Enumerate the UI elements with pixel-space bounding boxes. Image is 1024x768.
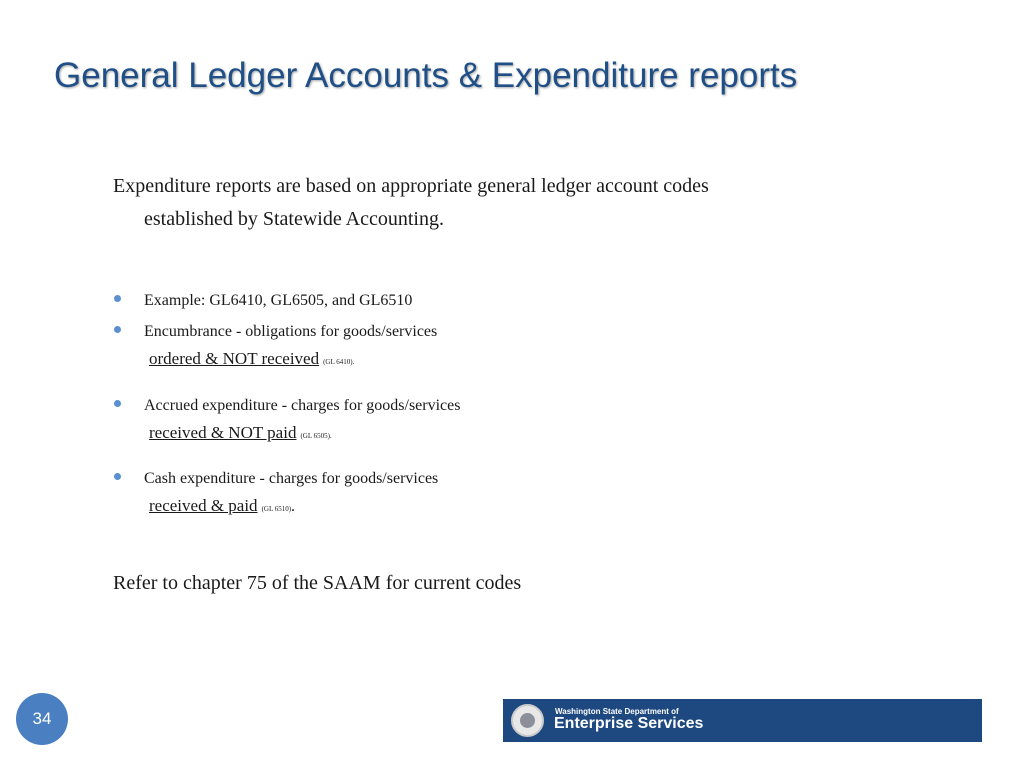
bullet-dot-icon (114, 295, 121, 302)
logo-department-text: Washington State Department of (555, 707, 679, 716)
enterprise-services-logo (503, 699, 982, 742)
bullet-item-example (113, 287, 412, 314)
bullet-item-encumbrance (113, 318, 437, 376)
refer-note: Refer to chapter 75 of the SAAM for current codes (113, 572, 522, 594)
bullet-dot-icon (114, 400, 121, 407)
page-number-badge: 34 (16, 693, 68, 745)
intro-paragraph (113, 170, 913, 236)
bullet-text: Cash expenditure - charges for goods/services (144, 470, 439, 487)
bullet-item-cash (113, 465, 438, 523)
trailing-period: . (291, 498, 296, 515)
underlined-status: received & NOT paid (149, 423, 297, 442)
bullet-subline (149, 492, 438, 523)
underlined-status: ordered & NOT received (149, 349, 320, 368)
gl-code-note: (GL 6410). (323, 358, 355, 366)
bullet-text: Encumbrance - obligations for goods/services (144, 323, 438, 340)
bullet-subline (149, 345, 437, 376)
intro-line-1: Expenditure reports are based on appropriate general ledger account codes (113, 175, 709, 197)
bullet-subline (149, 419, 460, 450)
logo-name-text: Enterprise Services (554, 715, 704, 732)
bullet-item-accrued (113, 392, 460, 450)
intro-line-2: established by Statewide Accounting. (144, 208, 444, 230)
bullet-text: Example: GL6410, GL6505, and GL6510 (144, 292, 413, 309)
bullet-dot-icon (114, 473, 121, 480)
gl-code-note: (GL 6505). (300, 432, 332, 440)
slide-title: General Ledger Accounts & Expenditure reports (54, 56, 798, 95)
underlined-status: received & paid (149, 496, 258, 515)
gl-code-note: (GL 6510) (261, 505, 292, 513)
state-seal-icon (511, 704, 544, 737)
bullet-dot-icon (114, 326, 121, 333)
bullet-text: Accrued expenditure - charges for goods/services (144, 397, 461, 414)
